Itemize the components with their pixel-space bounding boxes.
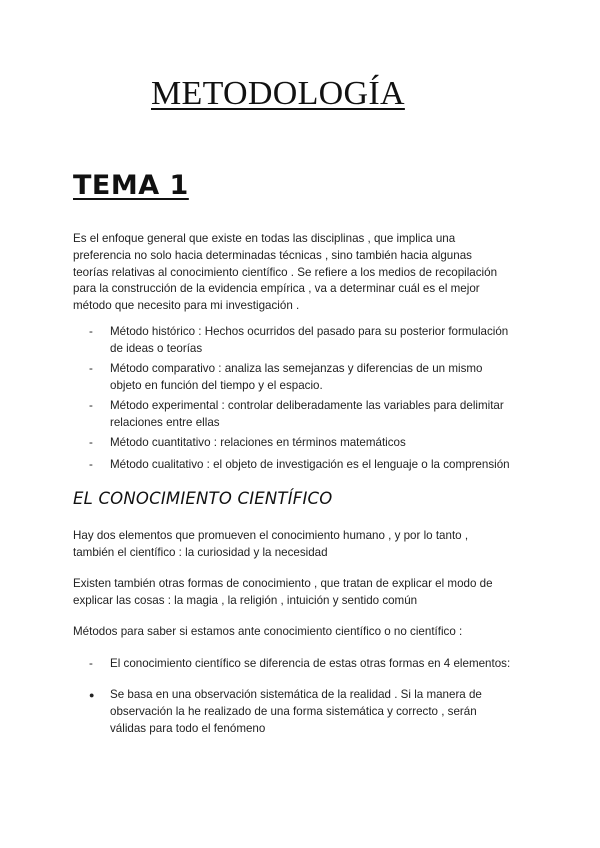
list-item-cualitativo [73,457,543,474]
list-item-diferencia [73,656,543,673]
paragraph-otras-formas [73,576,533,610]
list-item-line: El conocimiento científico se diferencia de estas otras formas en 4 elementos: [110,657,511,670]
dash-marker: - [89,325,93,338]
list-item-observacion [73,687,543,737]
intro-line: Es el enfoque general que existe en todas las disciplinas , que implica una [73,232,456,245]
dash-marker: - [89,362,93,376]
list-item-line: relaciones entre ellas [110,415,220,429]
intro-line: teorías relativas al conocimiento científico . Se refiere a los medios de recopilación [73,265,498,279]
paragraph-metodos: Métodos para saber si estamos ante conocimiento científico o no científico : [73,625,463,638]
elements-list [73,656,543,673]
methods-list [73,324,543,473]
bullet-marker: ● [89,690,95,700]
paragraph-curiosidad [73,528,533,562]
paragraph-line: Hay dos elementos que promueven el conocimiento humano , y por lo tanto , [73,529,469,542]
list-item-line: Método cualitativo : el objeto de investigación es el lenguaje o la comprensión [110,457,510,471]
list-item-line: de ideas o teorías [110,341,203,355]
dash-marker: - [89,657,93,670]
dash-marker: - [89,436,93,450]
list-item-line: válidas para todo el fenómeno [110,721,266,735]
list-item-line: Método cuantitativo : relaciones en términos matemáticos [110,436,406,450]
paragraph-line: también el científico : la curiosidad y la necesidad [73,545,328,559]
dash-marker: - [89,399,93,413]
bullet-list [73,687,543,737]
paragraph-line: Existen también otras formas de conocimiento , que tratan de explicar el modo de [73,577,493,590]
list-item-line: Método comparativo : analiza las semejanzas y diferencias de un mismo [110,362,483,376]
list-item-line: Se basa en una observación sistemática de la realidad . Si la manera de [110,688,482,701]
intro-paragraph [73,231,533,315]
topic-heading: TEMA 1 [73,170,189,201]
list-item-line: observación la he realizado de una forma sistemática y correcto , serán [110,704,477,718]
list-item-line: Método histórico : Hechos ocurridos del pasado para su posterior formulación [110,325,509,338]
dash-marker: - [89,457,93,471]
intro-line: método que necesito para mi investigación . [73,299,300,313]
list-item-experimental [73,398,543,432]
list-item-cuantitativo [73,435,543,452]
list-item-line: Método experimental : controlar deliberadamente las variables para delimitar [110,399,504,413]
section-heading: EL CONOCIMIENTO CIENTÍFICO [73,489,333,508]
list-item-comparativo [73,361,543,395]
list-item-line: objeto en función del tiempo y el espacio. [110,378,323,392]
intro-line: preferencia no solo hacia determinadas técnicas , sino también hacia algunas [73,248,472,262]
document-title: METODOLOGÍA [151,75,405,112]
list-item-historico [73,324,543,358]
intro-line: para la construcción de la evidencia empírica , va a determinar cuál es el mejor [73,282,480,296]
paragraph-line: explicar las cosas : la magia , la religión , intuición y sentido común [73,593,418,607]
